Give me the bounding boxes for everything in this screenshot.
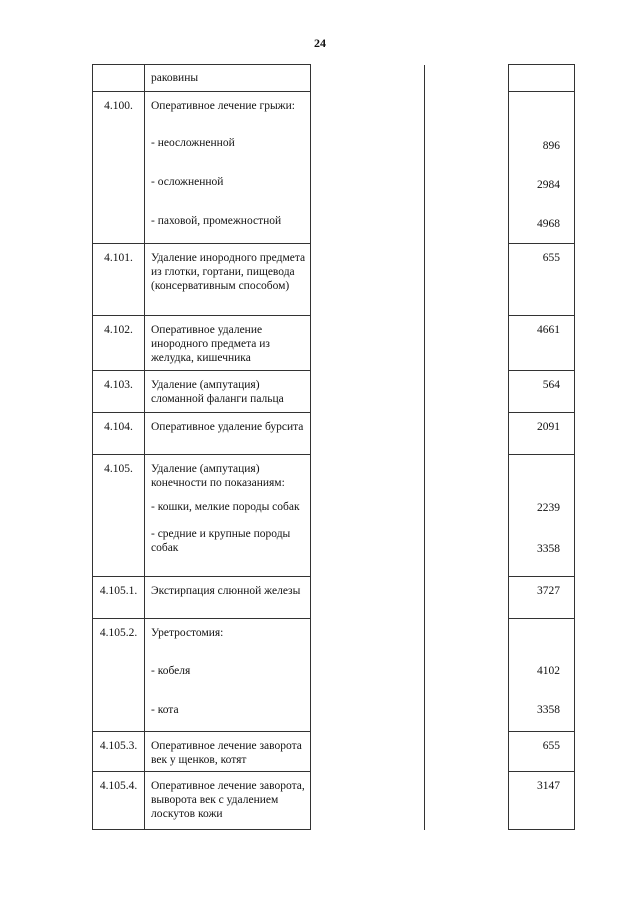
row-code-cell	[93, 577, 145, 619]
row-price-cell	[509, 371, 575, 413]
table-row	[93, 732, 575, 772]
empty-cell	[311, 65, 425, 92]
empty-cell	[311, 244, 425, 316]
row-name: Оперативное удаление инородного предмета из желудка, кишечника	[151, 324, 270, 364]
row-price-cell	[509, 244, 575, 316]
row-name-cell	[145, 65, 311, 92]
row-code-cell	[93, 455, 145, 577]
row-name: Оперативное лечение заворота, выворота век с удалением лоскутов кожи	[151, 780, 305, 820]
row-code-cell	[93, 732, 145, 772]
empty-cell	[425, 371, 509, 413]
sub-item-price: 896	[542, 140, 560, 152]
row-name: Удаление (ампутация) сломанной фаланги пальца	[151, 379, 284, 405]
sub-item-name: - осложненной	[151, 176, 224, 188]
row-name: Удаление (ампутация) конечности по показаниям:	[151, 463, 285, 489]
row-code-cell	[93, 371, 145, 413]
empty-cell	[425, 455, 509, 577]
empty-cell	[311, 92, 425, 244]
sub-item-name: - кота	[151, 704, 179, 716]
sub-item-name: - средние и крупные породы собак	[151, 528, 291, 554]
row-price-cell	[509, 619, 575, 732]
row-price: 4661	[537, 324, 560, 336]
empty-cell	[425, 316, 509, 371]
empty-cell	[425, 65, 509, 92]
table-row	[93, 772, 575, 830]
sub-item-price: 4102	[537, 665, 560, 677]
sub-item-name: - паховой, промежностной	[151, 215, 282, 227]
sub-item-name: - кошки, мелкие породы собак	[151, 501, 300, 513]
sub-item-name: - кобеля	[151, 665, 191, 677]
sub-item-price: 3358	[537, 704, 560, 716]
row-price: 655	[542, 740, 560, 752]
row-name-cell	[145, 244, 311, 316]
row-price-cell	[509, 92, 575, 244]
row-name: раковины	[151, 72, 199, 84]
row-name-cell	[145, 455, 311, 577]
row-price-cell	[509, 772, 575, 830]
row-name-cell	[145, 371, 311, 413]
row-code-cell	[93, 244, 145, 316]
row-name-cell	[145, 772, 311, 830]
empty-cell	[425, 772, 509, 830]
page-number: 24	[314, 36, 326, 50]
sub-item-price: 2984	[537, 179, 560, 191]
empty-cell	[311, 619, 425, 732]
row-price-cell	[509, 413, 575, 455]
row-code-cell	[93, 619, 145, 732]
row-code-cell	[93, 772, 145, 830]
row-code-cell	[93, 316, 145, 371]
table-row	[93, 455, 575, 577]
sub-item-price: 2239	[537, 502, 560, 514]
price-table	[92, 64, 575, 830]
table-row	[93, 65, 575, 92]
table-row	[93, 619, 575, 732]
row-code: 4.105.4.	[99, 780, 138, 792]
row-code-cell	[93, 92, 145, 244]
table-row	[93, 371, 575, 413]
table-row	[93, 316, 575, 371]
row-name: Оперативное лечение грыжи:	[151, 100, 295, 112]
row-code: 4.105.3.	[99, 740, 138, 752]
row-price-cell	[509, 316, 575, 371]
row-code: 4.105.2.	[99, 627, 138, 639]
sub-item-name: - неосложненной	[151, 137, 235, 149]
empty-cell	[311, 371, 425, 413]
empty-cell	[311, 413, 425, 455]
row-price: 564	[542, 379, 560, 391]
row-code: 4.105.1.	[99, 585, 138, 597]
row-price-cell	[509, 577, 575, 619]
row-name: Оперативное удаление бурсита	[151, 421, 304, 433]
row-name-cell	[145, 577, 311, 619]
row-name-cell	[145, 732, 311, 772]
row-name: Оперативное лечение заворота век у щенков, котят	[151, 740, 302, 766]
row-name-cell	[145, 92, 311, 244]
empty-cell	[425, 244, 509, 316]
empty-cell	[425, 413, 509, 455]
sub-item-price: 3358	[537, 543, 560, 555]
empty-cell	[425, 577, 509, 619]
row-name-cell	[145, 316, 311, 371]
row-code: 4.103.	[104, 379, 133, 391]
row-code: 4.105.	[104, 463, 133, 475]
table-row	[93, 413, 575, 455]
row-code: 4.100.	[104, 100, 133, 112]
row-price-cell	[509, 455, 575, 577]
table-row	[93, 244, 575, 316]
row-code: 4.101.	[104, 252, 133, 264]
empty-cell	[311, 577, 425, 619]
empty-cell	[311, 316, 425, 371]
row-price: 655	[542, 252, 560, 264]
table-row	[93, 92, 575, 244]
empty-cell	[311, 732, 425, 772]
row-code: 4.102.	[104, 324, 133, 336]
empty-cell	[311, 455, 425, 577]
row-price-cell	[509, 65, 575, 92]
row-name: Уретростомия:	[151, 627, 224, 639]
row-price: 3147	[537, 780, 560, 792]
sub-item-price: 4968	[537, 218, 560, 230]
table-row	[93, 577, 575, 619]
empty-cell	[425, 92, 509, 244]
row-price-cell	[509, 732, 575, 772]
empty-cell	[425, 732, 509, 772]
row-name-cell	[145, 413, 311, 455]
row-code-cell	[93, 65, 145, 92]
row-name: Экстирпация слюнной железы	[151, 585, 301, 597]
row-name: Удаление инородного предмета из глотки, гортани, пищевода (консервативным способом)	[151, 252, 306, 292]
empty-cell	[425, 619, 509, 732]
empty-cell	[311, 772, 425, 830]
row-code: 4.104.	[104, 421, 133, 433]
row-name-cell	[145, 619, 311, 732]
row-price: 2091	[537, 421, 560, 433]
row-price: 3727	[537, 585, 560, 597]
row-code-cell	[93, 413, 145, 455]
